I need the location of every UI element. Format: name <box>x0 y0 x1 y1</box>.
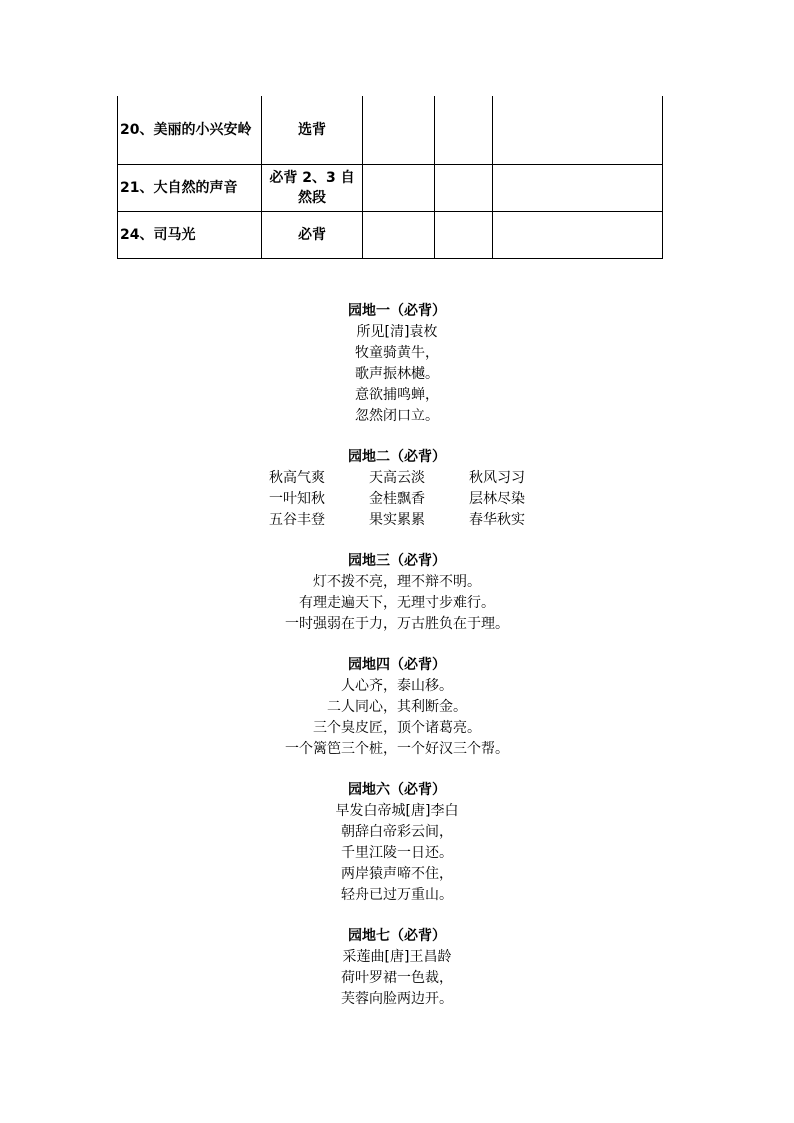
proverb-line: 人心齐，泰山移。 <box>341 678 453 694</box>
poem-heading: 早发白帝城[唐]李白 <box>335 803 459 819</box>
poem-heading: 所见[清]袁枚 <box>356 324 438 340</box>
section-yuandi-6 <box>0 780 794 906</box>
section-title: 园地一（必背） <box>348 303 446 319</box>
poem-line: 两岸猿声啼不住， <box>341 866 453 882</box>
proverb-line: 二人同心，其利断金。 <box>327 699 467 715</box>
idiom: 天高云淡 <box>369 470 425 486</box>
section-yuandi-2 <box>0 447 794 531</box>
empty-cell <box>363 165 435 212</box>
section-title: 园地四（必背） <box>348 657 446 673</box>
empty-cell <box>435 96 493 165</box>
poem-line: 轻舟已过万重山。 <box>341 887 453 903</box>
section-yuandi-4 <box>0 655 794 760</box>
proverb-line: 灯不拨不亮，理不辩不明。 <box>313 574 481 590</box>
lesson-title: 24、司马光 <box>118 212 262 259</box>
idiom: 金桂飘香 <box>369 491 425 507</box>
recite-requirement: 选背 <box>262 96 363 165</box>
empty-cell <box>363 212 435 259</box>
poem-line: 芙蓉向脸两边开。 <box>341 991 453 1007</box>
idiom-row <box>257 510 537 531</box>
proverb-line: 三个臭皮匠，顶个诸葛亮。 <box>313 720 481 736</box>
poem-line: 千里江陵一日还。 <box>341 845 453 861</box>
poem-heading: 采莲曲[唐]王昌龄 <box>342 949 452 965</box>
recite-requirement: 必背 <box>262 212 363 259</box>
section-title: 园地二（必背） <box>348 449 446 465</box>
poem-line: 歌声振林樾。 <box>355 366 439 382</box>
idiom: 层林尽染 <box>469 491 525 507</box>
idiom: 果实累累 <box>369 512 425 528</box>
idiom: 五谷丰登 <box>269 512 325 528</box>
proverb-line: 一个篱笆三个桩，一个好汉三个帮。 <box>285 741 509 757</box>
idiom-grid <box>257 468 537 531</box>
idiom: 秋风习习 <box>469 470 525 486</box>
section-yuandi-3 <box>0 551 794 635</box>
poem-line: 忽然闭口立。 <box>355 408 439 424</box>
table-row <box>118 212 663 259</box>
poem-line: 朝辞白帝彩云间， <box>341 824 453 840</box>
poem-line: 荷叶罗裙一色裁， <box>341 970 453 986</box>
recitation-table <box>117 96 663 259</box>
section-title: 园地三（必背） <box>348 553 446 569</box>
idiom-row <box>257 468 537 489</box>
idiom: 秋高气爽 <box>269 470 325 486</box>
table-row <box>118 96 663 165</box>
empty-cell <box>493 165 663 212</box>
idiom-row <box>257 489 537 510</box>
poem-line: 牧童骑黄牛， <box>355 345 439 361</box>
table-row <box>118 165 663 212</box>
section-yuandi-7 <box>0 926 794 1010</box>
lesson-title: 20、美丽的小兴安岭 <box>118 96 262 165</box>
recitation-content <box>0 301 794 1030</box>
empty-cell <box>493 212 663 259</box>
lesson-title: 21、大自然的声音 <box>118 165 262 212</box>
section-title: 园地七（必背） <box>348 928 446 944</box>
section-yuandi-1 <box>0 301 794 427</box>
empty-cell <box>363 96 435 165</box>
recite-requirement: 必背 2、3 自然段 <box>262 165 363 212</box>
poem-line: 意欲捕鸣蝉， <box>355 387 439 403</box>
proverb-line: 一时强弱在于力，万古胜负在于理。 <box>285 616 509 632</box>
empty-cell <box>435 165 493 212</box>
section-title: 园地六（必背） <box>348 782 446 798</box>
empty-cell <box>435 212 493 259</box>
idiom: 一叶知秋 <box>269 491 325 507</box>
idiom: 春华秋实 <box>469 512 525 528</box>
proverb-line: 有理走遍天下，无理寸步难行。 <box>299 595 495 611</box>
empty-cell <box>493 96 663 165</box>
